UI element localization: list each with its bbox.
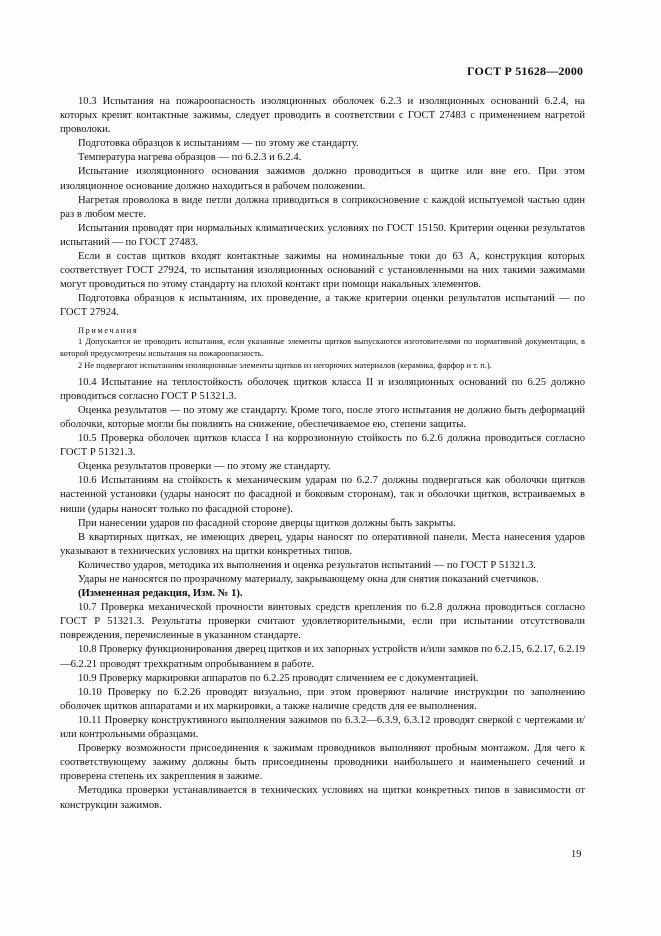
paragraph: 10.10 Проверку по 6.2.26 проводят визуально, при этом проверяют наличие инструкции по заполнению оболочек щитков аппаратами и их маркировки, а также наличие средств для ее выполнения. bbox=[60, 686, 585, 712]
note-item: 2 Не подвергают испытаниям изоляционные элементы щитков из негорючих материалов (керамика, фарфор и т. п.). bbox=[78, 360, 492, 370]
paragraph: 10.8 Проверку функционирования дверец щитков и их запорных устройств и/или замков по 6.2.15, 6.2.17, 6.2.19—6.2.21 проводят трехкратным опробыванием в работе. bbox=[60, 644, 585, 670]
paragraph: Испытания проводят при нормальных климатических условиях по ГОСТ 15150. Критерии оценки результатов испытаний — по ГОСТ 27483. bbox=[60, 222, 585, 248]
page-number: 19 bbox=[571, 849, 582, 860]
paragraph: 10.11 Проверку конструктивного выполнения зажимов по 6.3.2—6.3.9, 6.3.12 проводят сверкой с чертежами и/или контрольными образцами. bbox=[60, 714, 585, 741]
paragraph: Температура нагрева образцов — по 6.2.3 и 6.2.4. bbox=[78, 152, 302, 164]
paragraph: Подготовка образцов к испытаниям, их проведение, а также критерии оценки результатов испытаний — по ГОСТ 27924. bbox=[60, 293, 585, 319]
document-body bbox=[60, 95, 585, 813]
paragraph: Если в состав щитков входят контактные зажимы на номинальные токи до 63 А, конструкция которых соответствует ГОСТ 27924, то испытания изоляционных оснований с установленными на них такими зажимами могут проводиться по этому стандарту на плохой контакт при помощи накальных элементов. bbox=[60, 251, 585, 291]
paragraph: В квартирных щитках, не имеющих дверец, удары наносят по оперативной панели. Места нанесения ударов указывают в технических условиях на щитки конкретных типов. bbox=[60, 531, 585, 557]
paragraph: Оценка результатов — по этому же стандарту. Кроме того, после этого испытания не должно быть деформаций оболочки, которые могли бы повлиять на снижение, обеспечиваемое ею, степени защиты. bbox=[60, 404, 585, 430]
paragraph: 10.4 Испытание на теплостойкость оболочек щитков класса II и изоляционных оснований по 6.25 должно проводиться согласно ГОСТ Р 51321.3. bbox=[60, 376, 585, 402]
paragraph: Проверку возможности присоединения к зажимам проводников выполняют пробным монтажом. Для чего к соответствующему зажиму должны быть присоединены проводники наибольшего и наименьшего сечений и проверена степень их закрепления в зажиме. bbox=[60, 743, 585, 783]
paragraph: Оценка результатов проверки — по этому же стандарту. bbox=[78, 461, 331, 473]
paragraph: Нагретая проволока в виде петли должна приводиться в соприкосновение с каждой испытуемой частью один раз в любом месте. bbox=[60, 194, 585, 220]
paragraph: 10.6 Испытаниям на стойкость к механическим ударам по 6.2.7 должны подвергаться как оболочки щитков настенной установки (удары наносят по фасадной и боковым сторонам), так и оболочки щитков, встраиваемых в ниши (удары наносят только по фасадной стороне). bbox=[60, 475, 585, 515]
note-item: 1 Допускается не проводить испытания, если указанные элементы щитков выпускаются изготовителями по нормативной документации, в которой предусмотрены испытания на пожароопасность. bbox=[60, 337, 585, 359]
paragraph: 10.9 Проверку маркировки аппаратов по 6.2.25 проводят сличением ее с документацией. bbox=[78, 672, 479, 684]
notes-heading: Примечания bbox=[78, 325, 139, 335]
paragraph: При нанесении ударов по фасадной стороне дверцы щитков должны быть закрыты. bbox=[78, 517, 456, 529]
amendment-note: (Измененная редакция, Изм. № 1). bbox=[78, 588, 243, 600]
paragraph: Методика проверки устанавливается в технических условиях на щитки конкретных типов в зависимости от конструкции зажимов. bbox=[60, 785, 585, 811]
paragraph: 10.3 Испытания на пожароопасность изоляционных оболочек 6.2.3 и изоляционных оснований 6.2.4, на которых крепят контактные зажимы, следует проводить в соответствии с ГОСТ 27483 с применением нагретой проволоки. bbox=[60, 96, 585, 136]
paragraph: Количество ударов, методика их выполнения и оценка результатов испытаний — по ГОСТ Р 51321.3. bbox=[78, 559, 536, 571]
paragraph: 10.7 Проверка механической прочности винтовых средств крепления по 6.2.8 должна проводиться согласно ГОСТ Р 51321.3. Результаты проверки считают удовлетворительными, если при испытании отсутствовали повреждения, перечисленные в указанном стандарте. bbox=[60, 602, 585, 642]
paragraph: Подготовка образцов к испытаниям — по этому же стандарту. bbox=[78, 138, 359, 150]
document-header: ГОСТ Р 51628—2000 bbox=[467, 64, 584, 78]
paragraph: 10.5 Проверка оболочек щитков класса I на коррозионную стойкость по 6.2.6 должна проводиться согласно ГОСТ Р 51321.3. bbox=[60, 433, 585, 459]
paragraph: Испытание изоляционного основания зажимов должно проводиться в щитке или вне его. При этом изоляционное основание должно находиться в рабочем положении. bbox=[60, 166, 585, 192]
paragraph: Удары не наносятся по прозрачному материалу, закрывающему окна для снятия показаний счетчиков. bbox=[78, 574, 539, 585]
notes-block bbox=[60, 325, 585, 372]
